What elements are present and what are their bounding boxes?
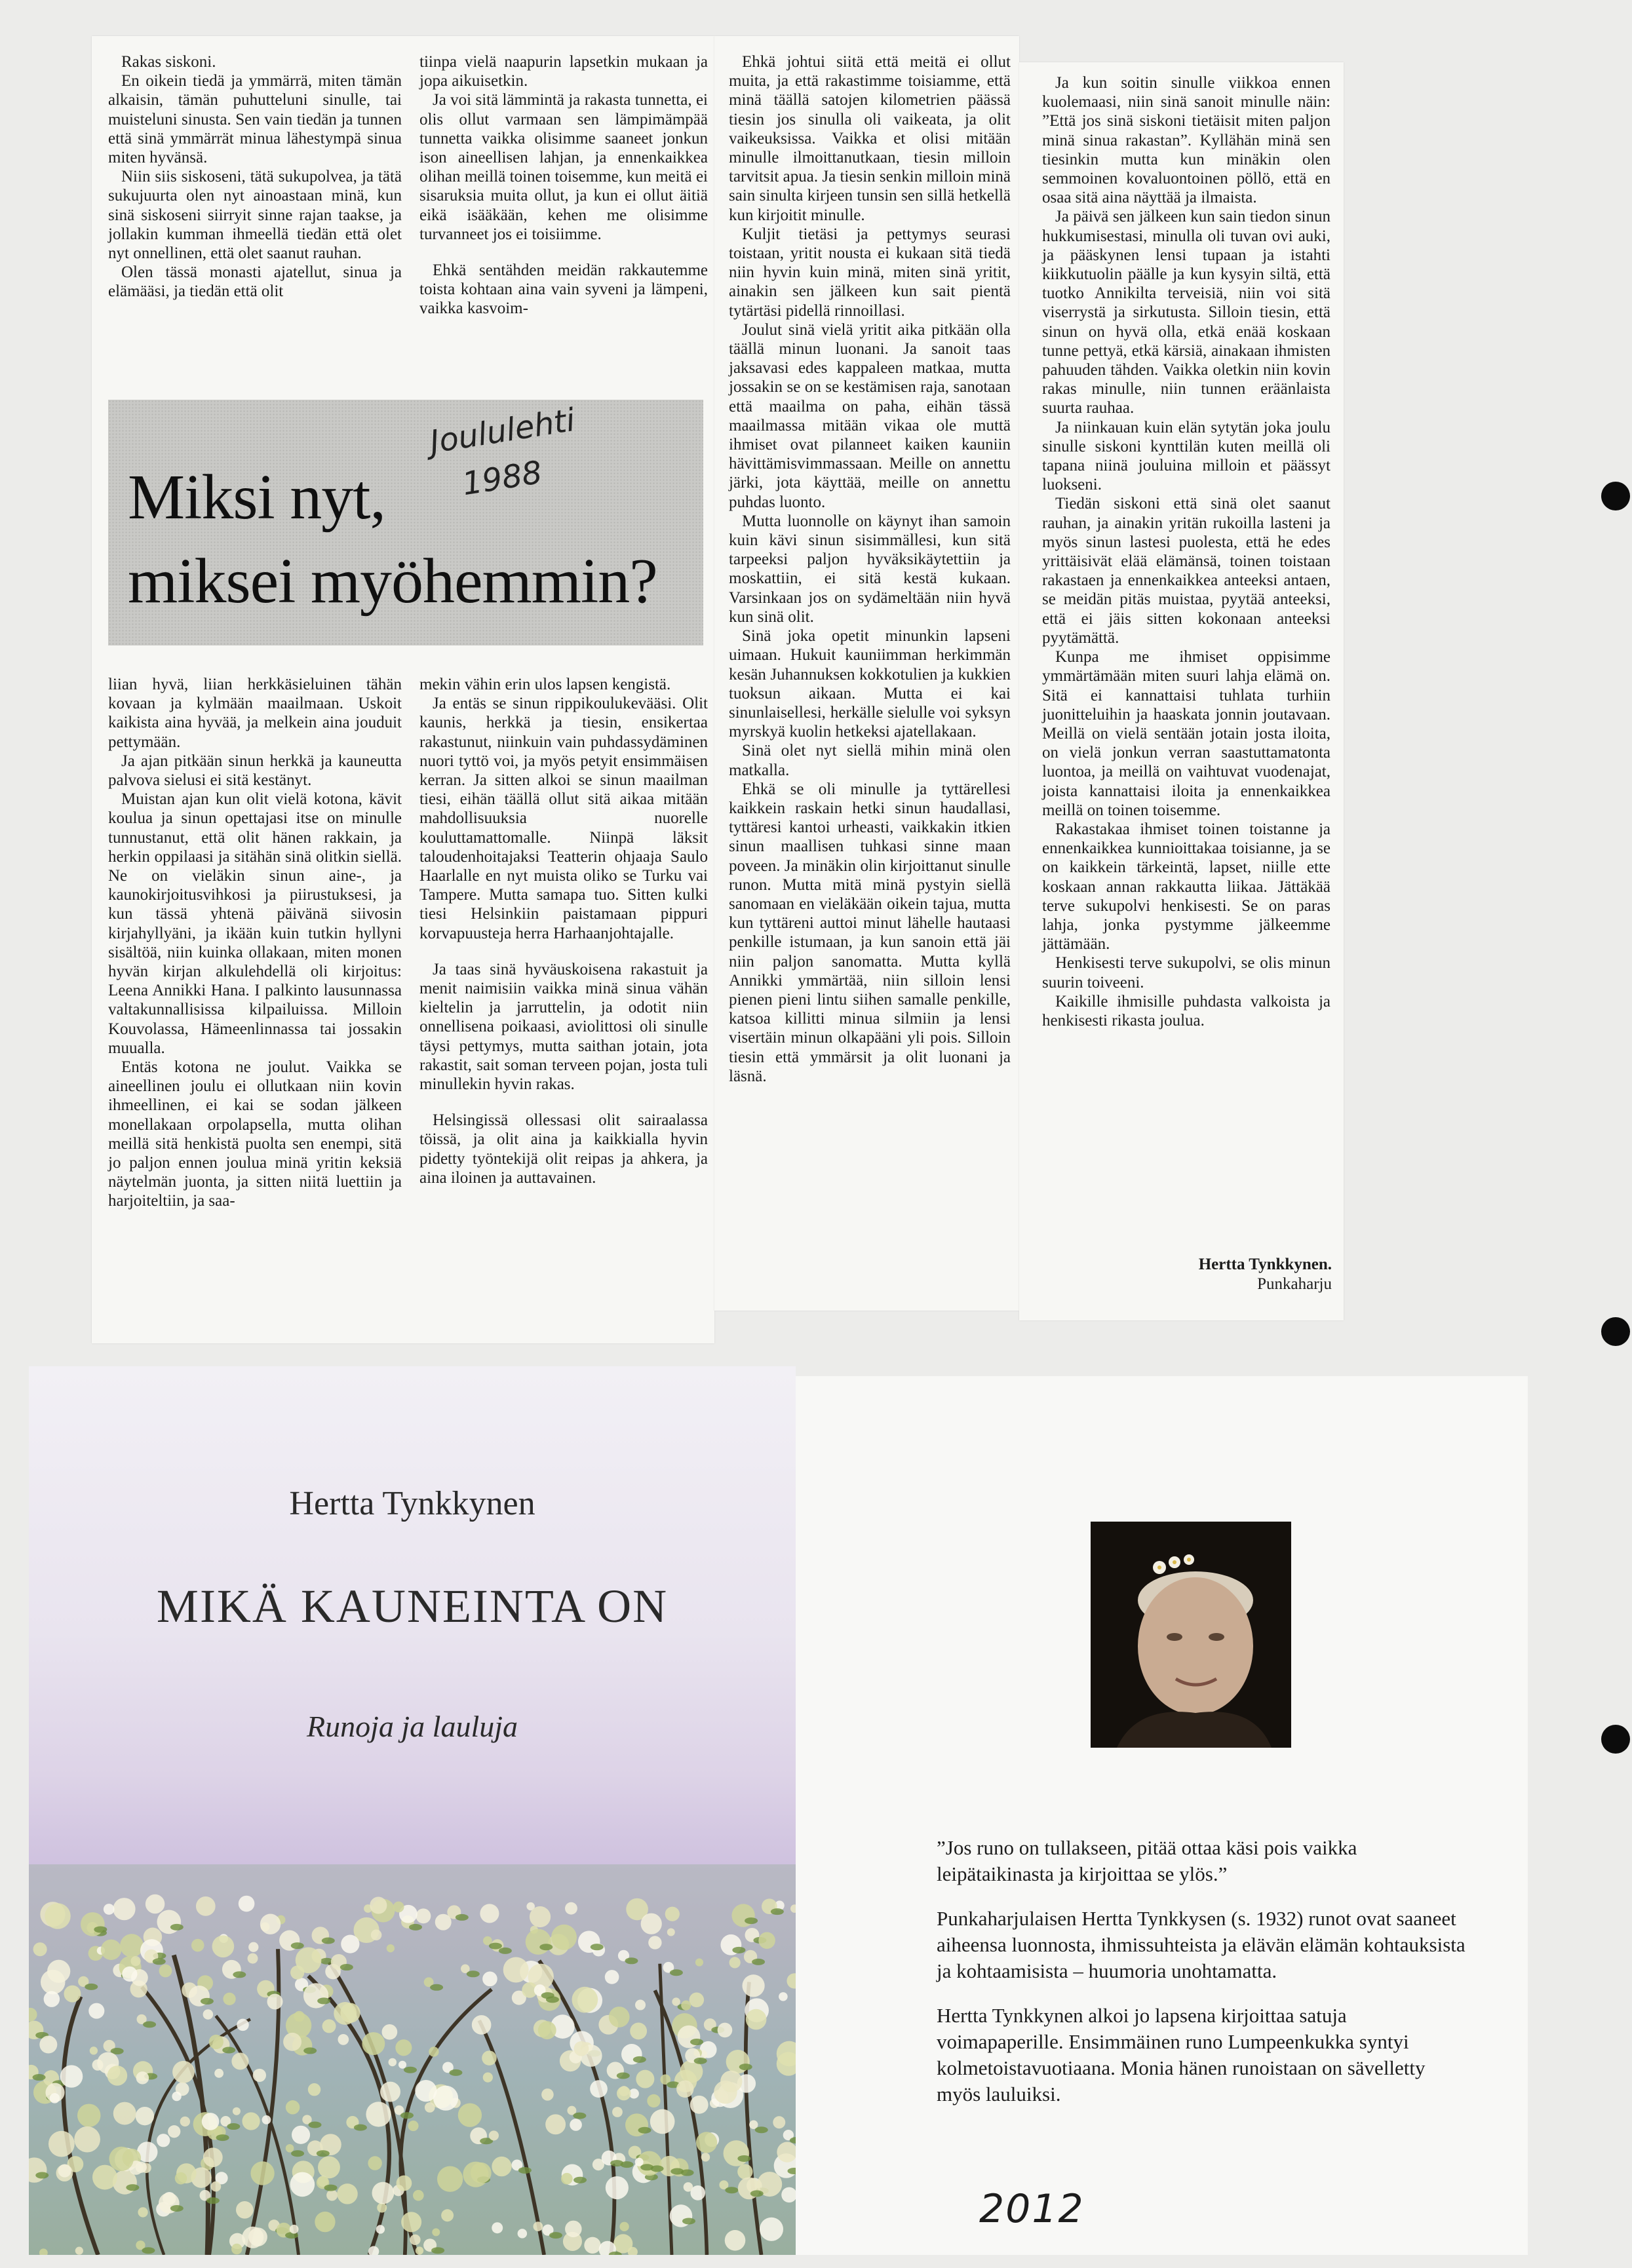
article-paragraph: liian hyvä, liian herkkäsieluinen tähän kovaan ja kylmään maailmaan. Uskoit kaikista aina hyvää, ja melkein aina jouduit pettymään. xyxy=(108,676,402,751)
article-signature-place: Punkaharju xyxy=(1257,1275,1332,1293)
article-paragraph: Niin siis siskoseni, tätä sukupolvea, ja tätä sukujuurta olen nyt ainoastaan minä, kun sinä siskoseni siirryit sinne rajan taakse, ja jollakin kumman ihmeellä tiedän että olet nyt onnellinen, että olet saanut rauhan. xyxy=(108,168,402,263)
article-column-1-top xyxy=(108,52,402,301)
article-paragraph: Kaikille ihmisille puhdasta valkoista ja henkisesti rikasta joulua. xyxy=(1042,992,1331,1029)
article-paragraph: Ja taas sinä hyväuskoisena rakastuit ja menit naimisiin vaikka minä sinua vähän kieltelin ja jarruttelin, ja odotit niin onnellisena poikaasi, aviolittosi oli sinulle täysi pettymys, mutta saithan jotain, jota rakastit, sait soman terveen pojan, josta tuli minullekin hyvin rakas. xyxy=(419,960,708,1094)
back-cover-quote: ”Jos runo on tullakseen, pitää ottaa käsi pois vaikka leipätaikinasta ja kirjoittaa se ylös.” xyxy=(937,1836,1357,1885)
article-headline xyxy=(128,455,657,623)
handwritten-year-note: 1988 xyxy=(459,453,545,503)
binder-hole xyxy=(1601,1725,1630,1754)
article-paragraph: Sinä olet nyt siellä mihin minä olen matkalla. xyxy=(729,742,1011,779)
article-paragraph: Rakas siskoni. xyxy=(121,53,216,71)
article-column-1-bottom xyxy=(108,675,402,1211)
article-paragraph: Olen tässä monasti ajatellut, sinua ja elämääsi, ja tiedän että olit xyxy=(108,263,402,301)
handwritten-year: 2012 xyxy=(979,2186,1085,2232)
handwritten-note: Joululehti xyxy=(427,401,578,461)
article-signature-name: Hertta Tynkkynen. xyxy=(1198,1256,1332,1273)
author-portrait-photo xyxy=(1091,1522,1291,1748)
article-paragraph: Ehkä sentähden meidän rakkautemme toista kohtaan aina vain syveni ja lämpeni, vaikka kasvoim- xyxy=(419,261,708,318)
article-column-2-bottom xyxy=(419,675,708,1187)
article-paragraph: Ja kun soitin sinulle viikkoa ennen kuolemaasi, niin sinä sanoit minulle näin: ”Että jos sinä siskoni tietäisit miten paljon minä sinua rakastan”. Kyllähän minä sen tiesinkin mutta kun minäkin olen semmoinen kovaluontoinen pöllö, että en osaa sitä aina näyttää ja ilmaista. xyxy=(1042,74,1331,207)
article-paragraph: Tiedän siskoni että sinä olet saanut rauhan, ja ainakin yritän rukoilla lasteni ja myös sinun lastesi puolesta, että he edes yrittäisivät elää elämänsä, toinen toistaan rakastaen ja ennenkaikkea anteeksi antaen, se meidän pitäs muistaa, pyytää anteeksi, että ei jäis sitten kokonaan anteeksi pyytämättä. xyxy=(1042,495,1331,647)
book-subtitle: Runoja ja lauluja xyxy=(307,1710,518,1743)
book-cover xyxy=(29,1366,796,2255)
article-paragraph: mekin vähin erin ulos lapsen kengistä. xyxy=(419,676,671,693)
back-cover-paragraph-2: Hertta Tynkkynen alkoi jo lapsena kirjoittaa satuja voimapaperille. Ensimmäinen runo Lumpeenkukka syntyi kolmetoistavuotiaana. Monia hänen runoistaan on sävelletty myös lauluiksi. xyxy=(937,2004,1426,2105)
article-paragraph: Joulut sinä vielä yritit aika pitkään olla täällä minun luonani. Ja sanoit taas jaksavasi edes kappaleen matkaa, mutta jossakin se on se kestämisen raja, sanotaan että maailma on paha, eihän tässä maailmassa mitään vikaa ole muttä ihmiset ovat pilanneet kaiken kauniin hävittämisvimmassaan. Meille on annettu järki, jota käyttää, meille on annettu puhdas luonto. xyxy=(729,320,1011,511)
article-paragraph: En oikein tiedä ja ymmärrä, miten tämän alkaisin, tämän puhutteluni sinulle, tai muisteluni sinusta. Sen vain tiedän ja tunnen että sinä ymmärrät minua lähestympä sinua miten hyvänsä. xyxy=(108,72,402,167)
article-paragraph: Ja entäs se sinun rippikoulukevääsi. Olit kaunis, herkkä ja tiesin, ensikertaa rakastunut, niinkuin vain puhdassydäminen nuori tyttö voi, ja myös petyit ensimmäisen kerran. Ja sitten alkoi se sinun maailman tiesi, eihän täällä ollut sitä aikaa mitään mahdollisuuksia nuorelle kouluttamattomalle. Niinpä läksit taloudenhoitajaksi Teatterin ohjaaja Saulo Haarlalle en nyt muista oliko se Turku vai Tampere. Mutta samapa tuo. Sitten kulki tiesi Helsinkiin paistamaan pippuri korvapuusteja herra Harhaanjohtajalle. xyxy=(419,695,708,942)
headline-line-1: Miksi nyt, xyxy=(128,462,385,533)
headline-line-2: miksei myöhemmin? xyxy=(128,546,657,617)
article-paragraph: Entäs kotona ne joulut. Vaikka se aineellinen joulu ei ollutkaan niin kovin ihmeellinen, ei kai se sodan jälkeen monellakaan orpolapsella, mutta olihan meillä sitä henkistä puolta sen enempi, sitä jo paljon ennen joulua minä yritin keksiä näytelmän juonta, ja sitten niitä luettiin ja harjoiteltiin, ja saa- xyxy=(108,1058,402,1210)
article-paragraph: Mutta luonnolle on käynyt ihan samoin kuin kävi sinun sisimmällesi, kun sitä tarpeeksi paljon hyväksikäytettiin ja moskattiin, ei sitä kestä kukaan. Varsinkaan jos on sydämeltään niin hyvä kun sinä olit. xyxy=(729,512,1011,626)
article-paragraph: Kuljit tietäsi ja pettymys seurasi toistaan, yritit nousta ei kukaan sitä tiedä niin hyvin kuin minä, miten sinä yritit, ainakin sen jälkeen kun sait pientä tytärtäsi pidellä rinnoillasi. xyxy=(729,225,1011,320)
blossom-branches-image xyxy=(29,1864,796,2255)
article-paragraph: Kunpa me ihmiset oppisimme ymmärtämään miten suuri lahja elämä on. Sitä ei kannattaisi tuhlata turhiin juonitteluihin ja haaskata jonnin joutavaan. Meillä on vielä sentään jotain josta iloita, on vielä jonkun verran saastuttamatonta luontoa, ja meillä on vaihtuvat vuodenajat, joista kannattaisi iloita ja ennenkaikkea meillä on toinen toisemme. xyxy=(1042,648,1331,819)
headline-box xyxy=(108,400,703,645)
back-cover-text xyxy=(937,1835,1467,2126)
book-author: Hertta Tynkkynen xyxy=(289,1485,535,1522)
binder-hole xyxy=(1601,482,1630,510)
article-paragraph: Henkisesti terve sukupolvi, se olis minun suurin toiveeni. xyxy=(1042,954,1331,991)
article-column-4 xyxy=(1042,73,1331,1030)
article-paragraph: tiinpa vielä naapurin lapsetkin mukaan ja jopa aikuisetkin. xyxy=(419,53,708,90)
article-paragraph: Ja päivä sen jälkeen kun sain tiedon sinun hukkumisestasi, minulla oli tuvan ovi auki, ja pääskynen lensi tupaan ja istahti kiikkutuolin päälle ja kun kysyin siltä, että tuotko Annikilta terveisiä, niin voi sitä viserrystä ja sirkutusta. Silloin tiesin, että sinun on hyvä olla, etkä enää koskaan tunne pettyä, etkä kärsiä, ainakaan ihmisten pahuuden tähden. Vaikka oletkin niin kovin rakas minulle, niin tunnen eräänlaista suurta rauhaa. xyxy=(1042,208,1331,417)
article-paragraph: Ja niinkauan kuin elän sytytän joka joulu sinulle siskoni kynttilän kuten meillä oli tapana niinä jouluina milloin et päässyt luokseni. xyxy=(1042,418,1331,494)
article-paragraph: Sinä joka opetit minunkin lapseni uimaan. Hukuit kauniimman herkimmän kesän Juhannuksen kokkotulien ja kukkien tuoksun aikaan. Mutta ei kai sinunlaisellesi, herkälle sielulle voi syksyn myrskyä kuolin hetkeksi ajatellakaan. xyxy=(729,627,1011,741)
binder-hole xyxy=(1601,1317,1630,1346)
article-paragraph: Ja ajan pitkään sinun herkkä ja kauneutta palvova sielusi ei sitä kestänyt. xyxy=(108,752,402,790)
article-column-2-top xyxy=(419,52,708,318)
back-cover-paragraph-1: Punkaharjulaisen Hertta Tynkkysen (s. 1932) runot ovat saaneet aiheensa luonnosta, ihmissuhteista ja elävän elämän kohtauksista ja kohtaamisista – huumoria unohtamatta. xyxy=(937,1907,1466,1982)
article-paragraph: Ja voi sitä lämmintä ja rakasta tunnetta, ei olis ollut varmaan sen lämpimämpää tunnetta vaikka olisimme saaneet jonkun ison aineellisen lahjan, ja ennenkaikkea olihan meillä toinen toisemme, kun meitä ei sisaruksia muita ollut, ja kun ei ollut äitiä eikä isääkään, kehen me olisimme turvanneet jos ei toisiimme. xyxy=(419,91,708,243)
article-paragraph: Muistan ajan kun olit vielä kotona, kävit koulua ja sinun opettajasi itse on minulle tunnustanut, että olit hänen rakkain, ja herkin oppilaasi ja sitähän sinä olitkin siellä. Ne on vieläkin sinun aine-, ja kaunokirjoitusvihkosi ja piirustuksesi, ja kun tässä yhtenä päivänä siivosin kirjahyllyäni, ja ikään kuin tutkin hyllyni sisältöä, niin kuinka ollakaan, miten monen hyvän kirjan alkulehdellä oli kirjoitus: Leena Annikki Hana. I palkinto lausunnassa valtakunnallisissa kilpailuissa. Milloin Kouvolassa, Hämeenlinnassa tai jossakin muualla. xyxy=(108,790,402,1057)
article-paragraph: Helsingissä ollessasi olit sairaalassa töissä, ja olit aina ja kaikkialla hyvin pidetty työntekijä olit reipas ja ahkera, ja aina iloinen ja auttavainen. xyxy=(419,1111,708,1187)
book-title: MIKÄ KAUNEINTA ON xyxy=(156,1580,669,1632)
article-paragraph: Ehkä johtui siitä että meitä ei ollut muita, ja että rakastimme toisiamme, että minä täällä satojen kilometrien päässä tiesin jos sinulla oli vaikeata, ja olit vaikeuksissa. Vaikka et olisi mitään minulle ilmoittanutkaan, tiesin milloin tarvitsit apua. Ja tiesin senkin milloin minä sain sinulta kirjeen tunsin sen sillä hetkellä kun kirjoitit minulle. xyxy=(729,53,1011,224)
article-paragraph: Ehkä se oli minulle ja tyttärellesi kaikkein raskain hetki sinun haudallasi, tyttäresi kantoi urheasti, vaikkakin itkien sinun maallisen tuhkasi sinne maan poveen. Ja minäkin olin kirjoittanut sinulle runon. Mutta mitä minä pystyin siellä sanomaan en vieläkään oikein tajua, mutta kun tyttäreni auttoi minut lähelle hautaasi penkille istumaan, ja kun sanoin että jäi niin paljon sanomatta. Mutta kyllä Annikki ymmärtää, niin silloin lensi pienen pieni lintu siihen samalle penkille, katsoa killitti minua silmiin ja lensi visertäin minun olkapääni yli pois. Silloin tiesin että ymmärsit ja olit luonani ja läsnä. xyxy=(729,780,1011,1085)
book-back-cover xyxy=(796,1376,1528,2255)
article-column-3 xyxy=(729,52,1011,1086)
article-paragraph: Rakastakaa ihmiset toinen toistanne ja ennenkaikkea kunnioittakaa toisianne, ja se on kaikkein tärkeintä, lapset, niille ette koskaan annan rakkautta liikaa. Jättäkää terve sukupolvi henkisesti. Se on paras lahja, jonka pystymme jälkeemme jättämään. xyxy=(1042,820,1331,953)
